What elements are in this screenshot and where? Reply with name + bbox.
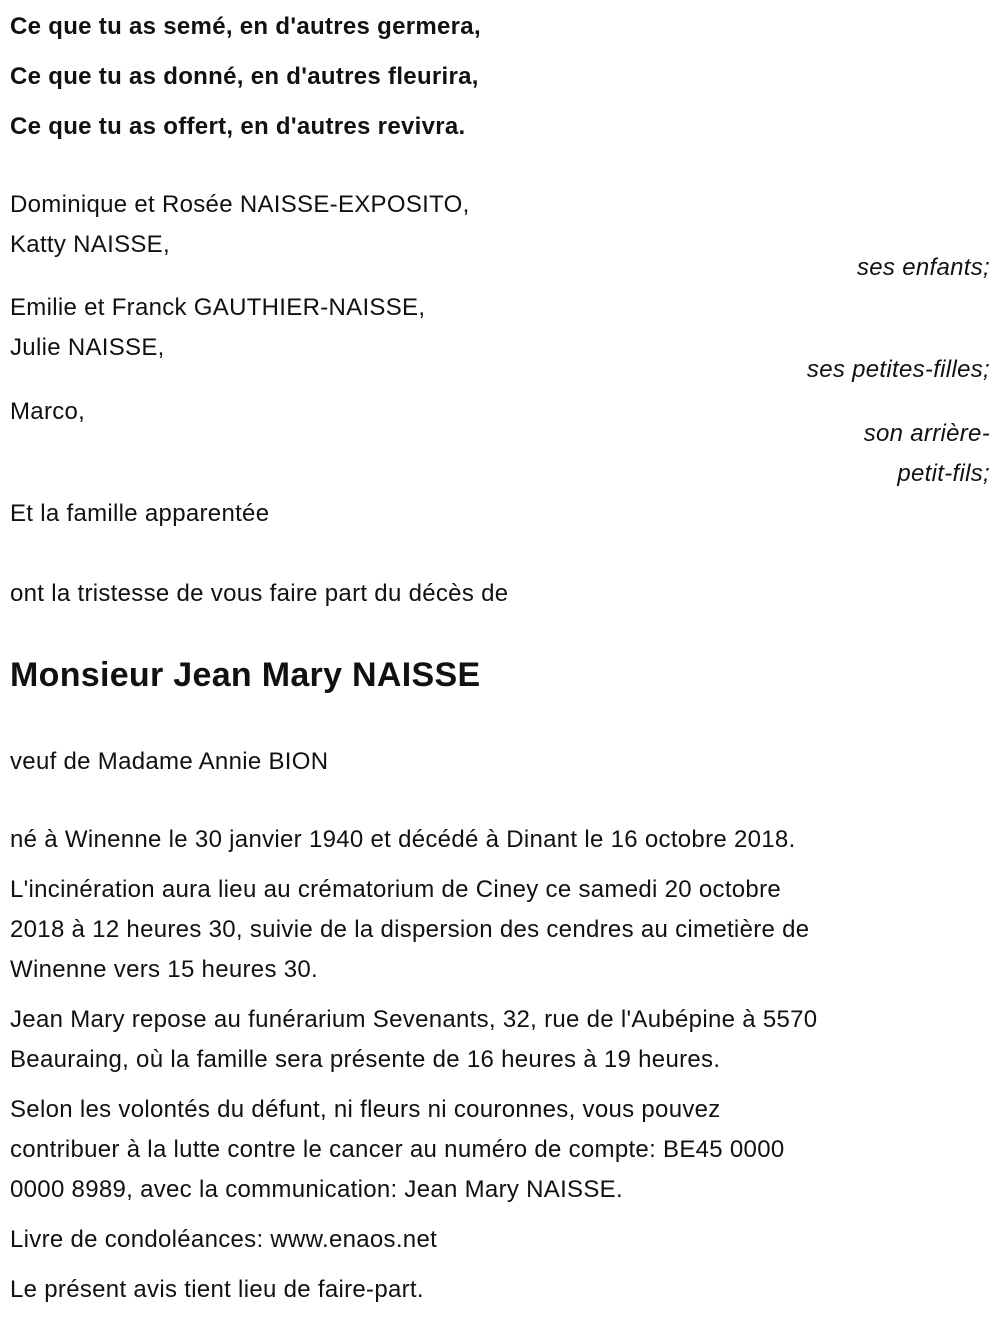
- donation-line: contribuer à la lutte contre le cancer au numéro de compte: BE45 0000: [10, 1136, 785, 1163]
- family-member: Katty NAISSE,: [10, 231, 170, 258]
- cremation-line: Winenne vers 15 heures 30.: [10, 956, 318, 983]
- donation-line: 0000 8989, avec la communication: Jean Mary NAISSE.: [10, 1176, 623, 1203]
- family-role: son arrière-: [863, 420, 990, 447]
- widower-of: veuf de Madame Annie BION: [10, 748, 329, 775]
- verse-line: Ce que tu as semé, en d'autres germera,: [10, 13, 481, 40]
- family-extended: Et la famille apparentée: [10, 500, 270, 527]
- family-role: ses petites-filles;: [806, 356, 990, 383]
- announcement: ont la tristesse de vous faire part du décès de: [10, 580, 509, 607]
- verse-line: Ce que tu as offert, en d'autres revivra.: [10, 113, 466, 140]
- funeral-home-line: Jean Mary repose au funérarium Sevenants, 32, rue de l'Aubépine à 5570: [10, 1006, 818, 1033]
- family-role: ses enfants;: [856, 254, 990, 281]
- birth-death-line: né à Winenne le 30 janvier 1940 et décédé à Dinant le 16 octobre 2018.: [10, 826, 796, 853]
- cremation-line: L'incinération aura lieu au crématorium de Ciney ce samedi 20 octobre: [10, 876, 782, 903]
- family-member: Emilie et Franck GAUTHIER-NAISSE,: [10, 294, 426, 321]
- family-role: petit-fils;: [897, 460, 990, 487]
- closing-note: Le présent avis tient lieu de faire-part.: [10, 1276, 424, 1303]
- condolence-book: Livre de condoléances: www.enaos.net: [10, 1226, 438, 1253]
- verse-line: Ce que tu as donné, en d'autres fleurira,: [10, 63, 479, 90]
- funeral-home-line: Beauraing, où la famille sera présente de 16 heures à 19 heures.: [10, 1046, 721, 1073]
- family-member: Dominique et Rosée NAISSE-EXPOSITO,: [10, 191, 470, 218]
- family-member: Marco,: [10, 398, 86, 425]
- family-member: Julie NAISSE,: [10, 334, 165, 361]
- cremation-line: 2018 à 12 heures 30, suivie de la dispersion des cendres au cimetière de: [10, 916, 810, 943]
- donation-line: Selon les volontés du défunt, ni fleurs ni couronnes, vous pouvez: [10, 1096, 721, 1123]
- deceased-name: Monsieur Jean Mary NAISSE: [10, 656, 481, 694]
